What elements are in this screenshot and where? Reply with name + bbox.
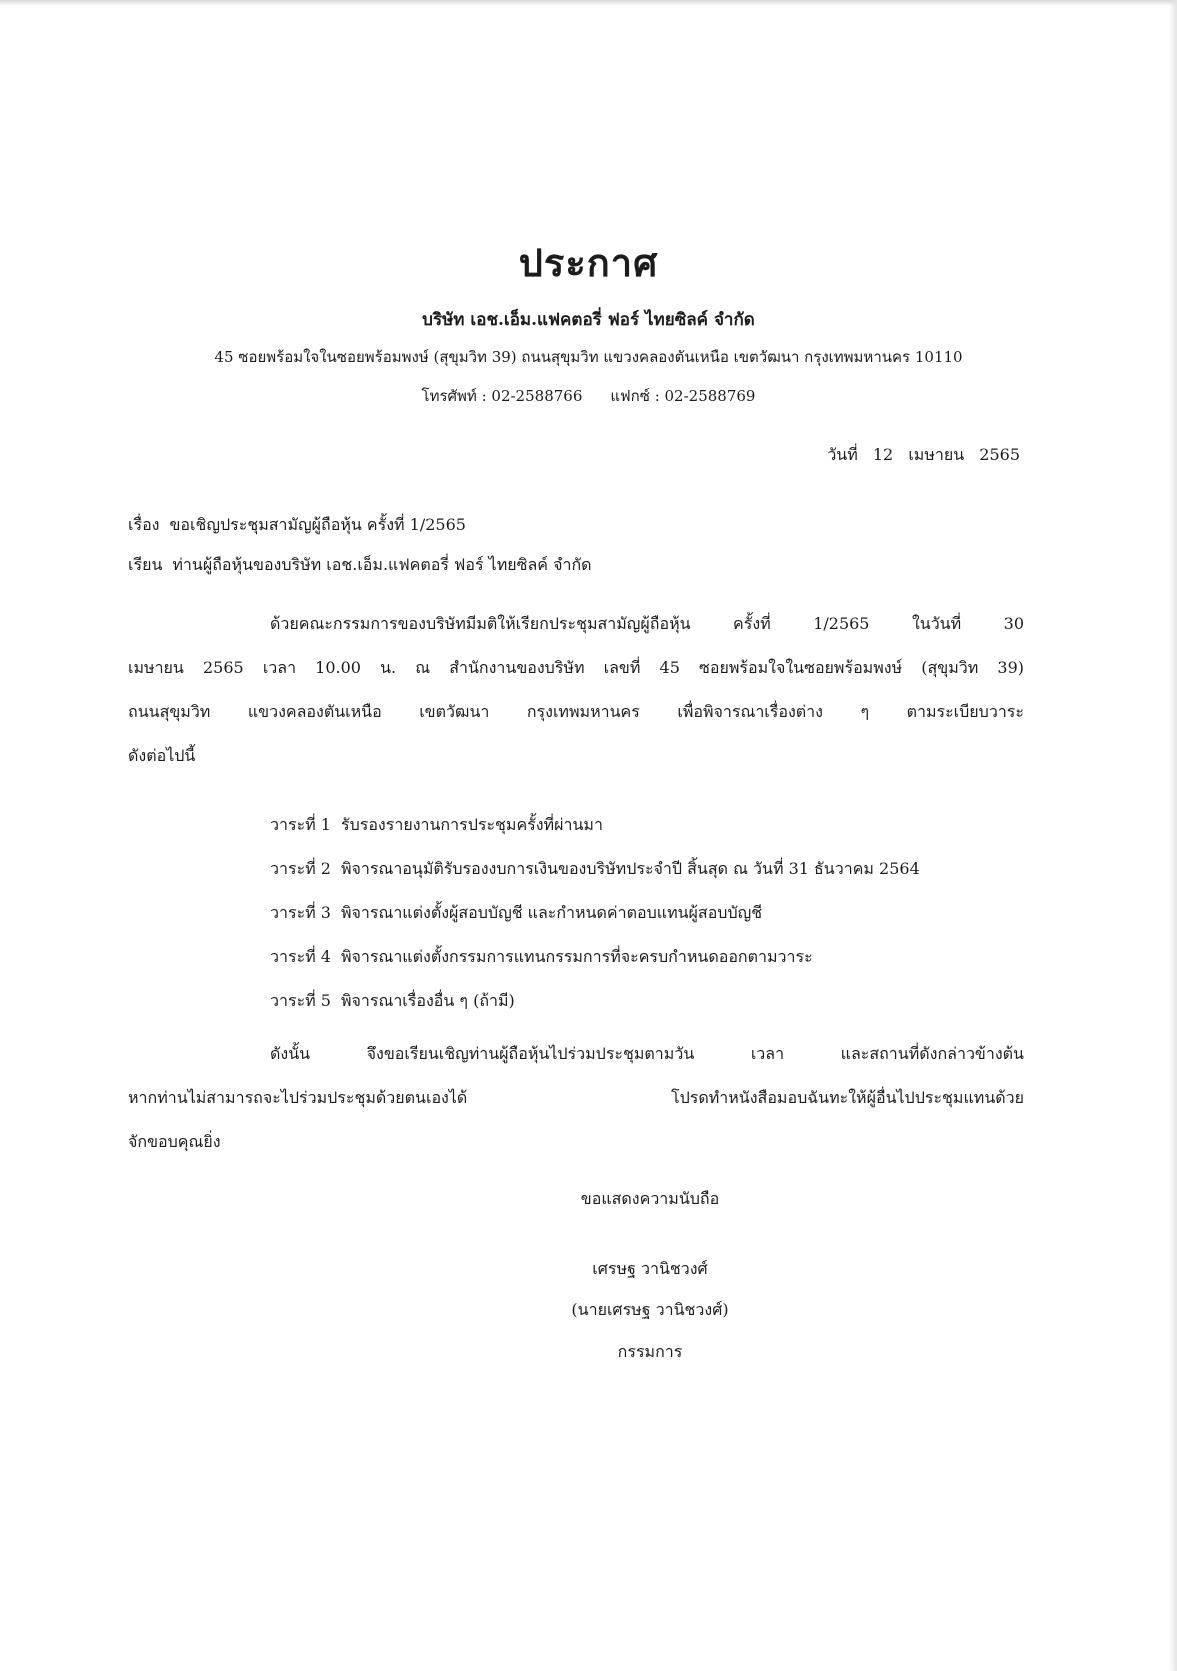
agenda-number: วาระที่ 5 — [270, 991, 331, 1010]
agenda-number: วาระที่ 4 — [270, 947, 331, 966]
date-label: วันที่ — [827, 445, 858, 464]
company-address: 45 ซอยพร้อมใจในซอยพร้อมพงษ์ (สุขุมวิท 39) ถนนสุขุมวิท แขวงคลองตันเหนือ เขตวัฒนา กรุงเทพมหานคร 10110 — [214, 348, 963, 366]
signatory-name: (นายเศรษฐ วานิชวงศ์) — [571, 1300, 729, 1319]
agenda-text: พิจารณาแต่งตั้งผู้สอบบัญชี และกำหนดค่าตอบแทนผู้สอบบัญชี — [340, 903, 763, 922]
scan-edge-shadow — [0, 0, 1177, 6]
agenda-text: พิจารณาอนุมัติรับรองงบการเงินของบริษัทประจำปี สิ้นสุด ณ วันที่ 31 ธันวาคม 2564 — [340, 859, 920, 878]
phone-number: โทรศัพท์ : 02-2588766 — [421, 387, 583, 405]
agenda-item — [270, 935, 920, 979]
subject-label: เรื่อง — [128, 515, 160, 534]
body-paragraph-2 — [128, 1032, 1024, 1164]
salutation-text: ท่านผู้ถือหุ้นของบริษัท เอช.เอ็ม.แฟคตอรี่ ฟอร์ ไทยซิลค์ จำกัด — [172, 555, 592, 574]
agenda-number: วาระที่ 2 — [270, 859, 331, 878]
agenda-item — [270, 891, 920, 935]
agenda-number: วาระที่ 3 — [270, 903, 331, 922]
paragraph-line: ด้วยคณะกรรมการของบริษัทมีมติให้เรียกประชุมสามัญผู้ถือหุ้น ครั้งที่ 1/2565 ในวันที่ 30 — [270, 614, 1024, 633]
document-title: ประกาศ — [518, 240, 659, 285]
agenda-text: รับรองรายงานการประชุมครั้งที่ผ่านมา — [340, 815, 603, 834]
salutation-label: เรียน — [128, 555, 163, 574]
salutation-line — [128, 553, 592, 578]
signature: เศรษฐ วานิชวงศ์ — [592, 1259, 708, 1278]
paragraph-line: เมษายน 2565 เวลา 10.00 น. ณ สำนักงานของบริษัท เลขที่ 45 ซอยพร้อมใจในซอยพร้อมพงษ์ (สุขุมวิท 39) — [128, 658, 1024, 677]
agenda-item — [270, 803, 920, 847]
date-day: 12 — [872, 445, 894, 464]
paragraph-line: ถนนสุขุมวิท แขวงคลองตันเหนือ เขตวัฒนา กรุงเทพมหานคร เพื่อพิจารณาเรื่องต่าง ๆ ตามระเบียบวาระ — [128, 702, 1024, 721]
agenda-item — [270, 979, 920, 1023]
paragraph-line: จักขอบคุณยิ่ง — [128, 1132, 221, 1151]
date-year: 2565 — [979, 445, 1020, 464]
agenda-list — [270, 803, 920, 1023]
agenda-text: พิจารณาแต่งตั้งกรรมการแทนกรรมการที่จะครบกำหนดออกตามวาระ — [340, 947, 813, 966]
agenda-text: พิจารณาเรื่องอื่น ๆ (ถ้ามี) — [340, 991, 515, 1010]
agenda-number: วาระที่ 1 — [270, 815, 331, 834]
paragraph-line: ดังต่อไปนี้ — [128, 746, 196, 765]
subject-text: ขอเชิญประชุมสามัญผู้ถือหุ้น ครั้งที่ 1/2565 — [169, 515, 466, 534]
contact-numbers — [0, 384, 1177, 408]
agenda-item — [270, 847, 920, 891]
fax-number: แฟกซ์ : 02-2588769 — [610, 387, 756, 405]
paragraph-line: หากท่านไม่สามารถจะไปร่วมประชุมด้วยตนเองได้ โปรดทำหนังสือมอบฉันทะให้ผู้อื่นไปประชุมแทนด้วย — [128, 1088, 1024, 1107]
document-date — [817, 443, 1020, 468]
closing-regards: ขอแสดงความนับถือ — [580, 1189, 720, 1208]
company-name: บริษัท เอช.เอ็ม.แฟคตอรี่ ฟอร์ ไทยซิลค์ จำกัด — [422, 310, 755, 330]
subject-line — [128, 513, 466, 538]
date-month: เมษายน — [908, 445, 965, 464]
body-paragraph-1 — [128, 602, 1024, 778]
paragraph-line: ดังนั้น จึงขอเรียนเชิญท่านผู้ถือหุ้นไปร่วมประชุมตามวัน เวลา และสถานที่ดังกล่าวข้างต้น — [270, 1044, 1024, 1063]
signatory-position: กรรมการ — [617, 1342, 683, 1361]
